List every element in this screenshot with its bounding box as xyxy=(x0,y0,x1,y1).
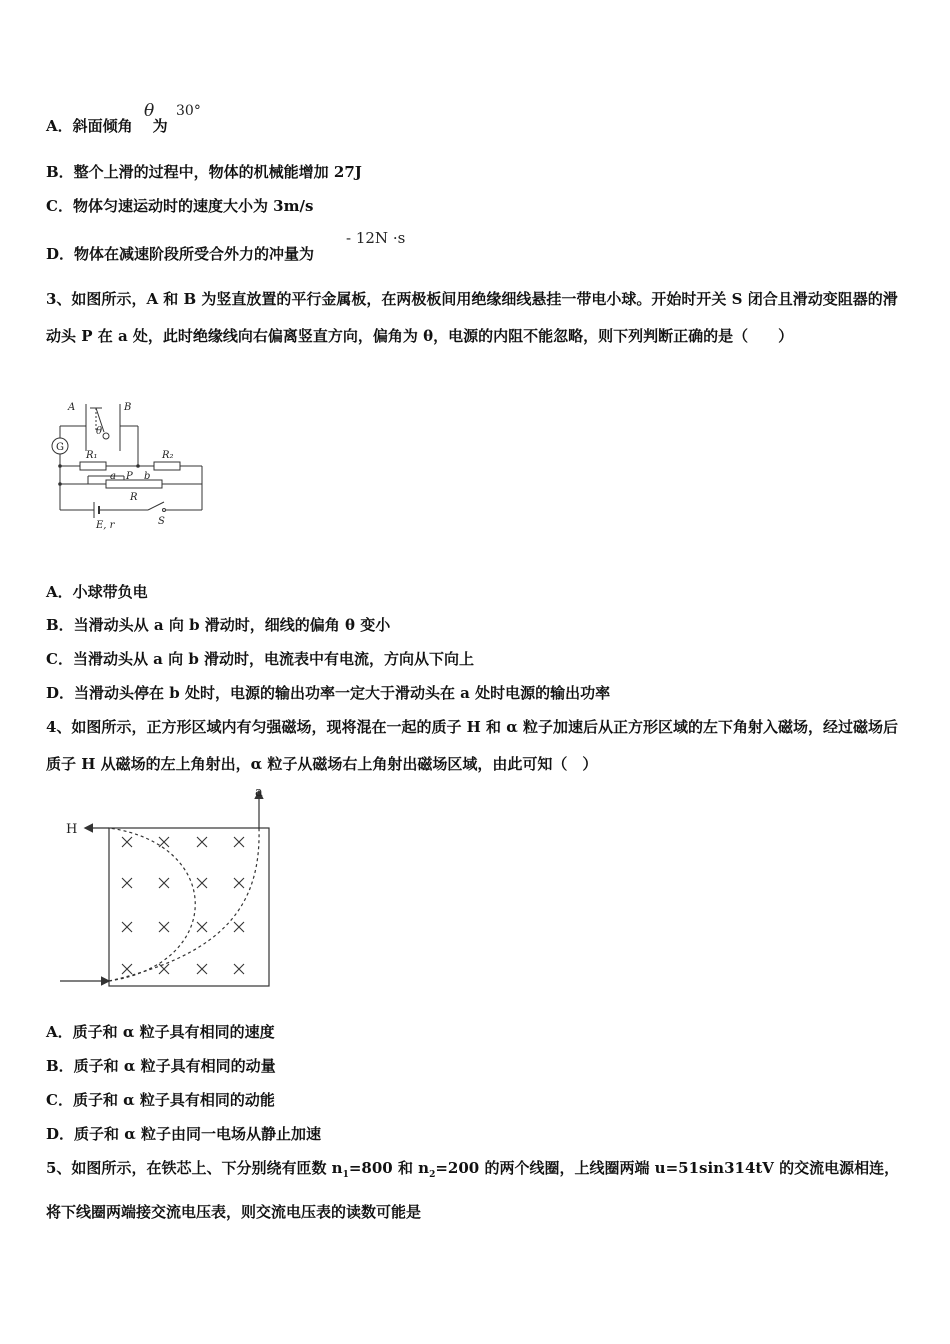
q4-option-c: C．质子和 α 粒子具有相同的动能 xyxy=(46,1091,275,1109)
q2-option-d-value: - 12N ·s xyxy=(346,229,406,247)
q5-sub-2: 2 xyxy=(429,1170,436,1180)
q3-fig-label-S: S xyxy=(158,516,165,527)
q5-stem-part1: 5、如图所示，在铁芯上、下分别绕有匝数 n xyxy=(46,1159,343,1177)
q3-option-b: B．当滑动头从 a 向 b 滑动时，细线的偏角 θ 变小 xyxy=(46,616,391,634)
q5-stem-part2: =800 和 n xyxy=(348,1159,430,1177)
q4-magnetic-field-figure xyxy=(56,784,296,994)
q5-stem xyxy=(46,1150,908,1231)
q3-fig-label-R1: R₁ xyxy=(86,450,98,461)
q2-option-c: C．物体匀速运动时的速度大小为 3m/s xyxy=(46,197,314,215)
q3-fig-label-Er: E, r xyxy=(96,520,115,531)
q4-stem: 4、如图所示，正方形区域内有匀强磁场，现将混在一起的质子 H 和 α 粒子加速后从正方形区域的左下角射入磁场，经过磁场后质子 H 从磁场的左上角射出，α 粒子从磁场右上角射出磁场区域，由此可知（ ） xyxy=(46,718,899,773)
q4-option-d: D．质子和 α 粒子由同一电场从静止加速 xyxy=(46,1125,321,1143)
q2-option-d: D．物体在减速阶段所受合外力的冲量为 xyxy=(46,245,315,263)
q2-option-a-value: 30° xyxy=(176,103,201,119)
q3-fig-label-R2: R₂ xyxy=(162,450,174,461)
q2-option-a-prefix: A．斜面倾角 xyxy=(46,117,133,135)
q2-option-a-mid: 为 xyxy=(152,117,168,135)
q2-option-b: B．整个上滑的过程中，物体的机械能增加 27J xyxy=(46,163,362,181)
q5-stem-part3: =200 的两个线圈，上线圈两端 u=51sin314tV 的交流电源相连，将下线圈两端接交流电压表，则交流电压表的读数可能是 xyxy=(46,1159,900,1221)
q2-option-a-theta: θ xyxy=(144,101,155,121)
q3-fig-label-b: b xyxy=(144,471,151,482)
q3-circuit-figure xyxy=(46,396,206,536)
q3-fig-label-B: B xyxy=(124,402,132,413)
q4-field-crosses xyxy=(122,837,244,974)
q3-fig-label-A: A xyxy=(68,402,76,413)
q3-option-a: A．小球带负电 xyxy=(46,583,148,601)
q3-fig-label-P: P xyxy=(126,471,133,482)
q4-fig-label-a: a xyxy=(255,785,263,800)
q4-fig-label-H: H xyxy=(66,822,78,837)
q3-fig-label-G: G xyxy=(56,442,64,453)
q3-option-c: C．当滑动头从 a 向 b 滑动时，电流表中有电流，方向从下向上 xyxy=(46,650,475,668)
q5-sub-1: 1 xyxy=(342,1170,349,1180)
q4-option-b: B．质子和 α 粒子具有相同的动量 xyxy=(46,1057,276,1075)
q4-option-a: A．质子和 α 粒子具有相同的速度 xyxy=(46,1023,275,1041)
q3-option-d: D．当滑动头停在 b 处时，电源的输出功率一定大于滑动头在 a 处时电源的输出功率 xyxy=(46,684,611,702)
q3-fig-label-R: R xyxy=(130,492,138,503)
q3-stem: 3、如图所示，A 和 B 为竖直放置的平行金属板，在两极板间用绝缘细线悬挂一带电小球。开始时开关 S 闭合且滑动变阻器的滑动头 P 在 a 处，此时绝缘线向右偏离竖直方向，偏角为 θ，电源的内阻不能忽略，则下列判断正确的是（ ） xyxy=(46,290,898,345)
q3-fig-label-a: a xyxy=(110,471,116,482)
q3-fig-label-theta: θ xyxy=(96,426,103,437)
